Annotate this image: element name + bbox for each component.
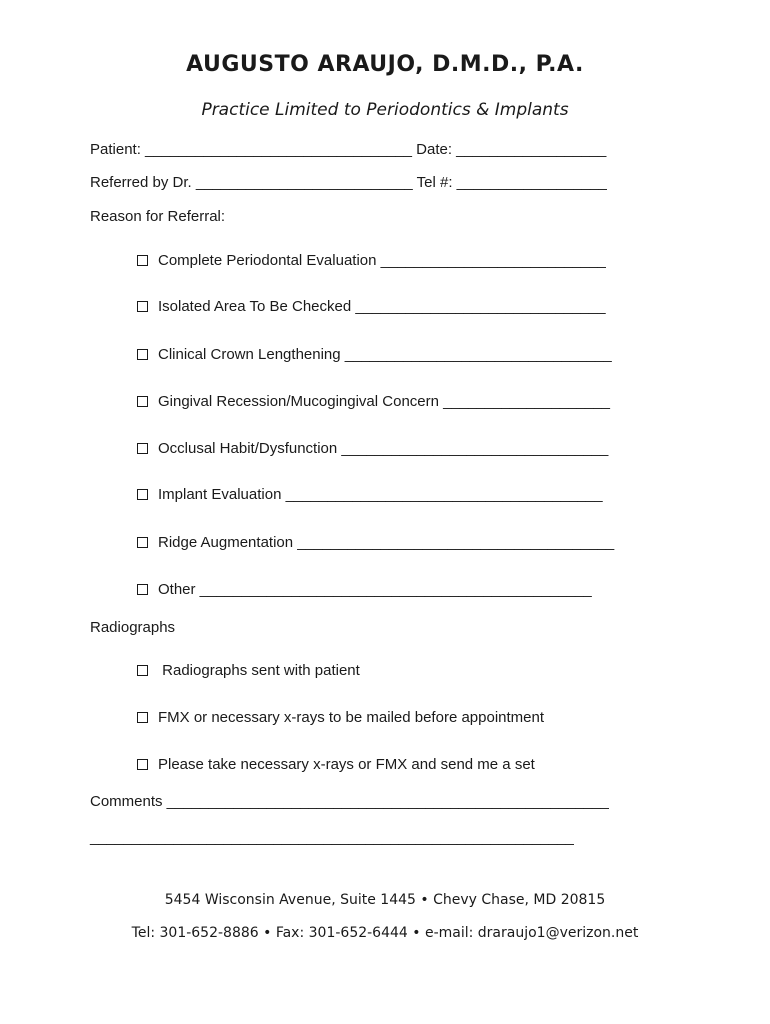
referral-item[interactable] [137, 486, 603, 503]
radiograph-item[interactable] [137, 709, 544, 726]
comments-field-continued[interactable]: __________________________________________________________ [90, 829, 574, 846]
checkbox[interactable] [137, 349, 148, 360]
checkbox[interactable] [137, 584, 148, 595]
radiograph-item-label: Radiographs sent with patient [158, 662, 360, 679]
page-title: AUGUSTO ARAUJO, D.M.D., P.A. [186, 52, 584, 77]
reason-label: Reason for Referral: [90, 208, 226, 225]
referral-item[interactable] [137, 440, 608, 457]
checkbox[interactable] [137, 255, 148, 266]
page-subtitle: Practice Limited to Periodontics & Implants [201, 100, 569, 120]
referral-item-label: Gingival Recession/Mucogingival Concern ____________________ [158, 393, 610, 410]
checkbox[interactable] [137, 537, 148, 548]
checkbox[interactable] [137, 712, 148, 723]
referral-item-label: Ridge Augmentation ______________________________________ [158, 534, 615, 551]
radiograph-item[interactable] [137, 662, 360, 679]
referred-tel-field[interactable]: Referred by Dr. __________________________ Tel #: __________________ [90, 174, 607, 191]
patient-date-field[interactable]: Patient: ________________________________ Date: __________________ [90, 141, 607, 158]
referral-item[interactable] [137, 581, 592, 598]
checkbox[interactable] [137, 396, 148, 407]
radiographs-label: Radiographs [90, 619, 176, 636]
referral-item[interactable] [137, 534, 614, 551]
referral-item-label: Other _______________________________________________ [158, 581, 592, 598]
checkbox[interactable] [137, 665, 148, 676]
footer-address: 5454 Wisconsin Avenue, Suite 1445 • Chevy Chase, MD 20815 [164, 892, 606, 908]
referral-item-label: Clinical Crown Lengthening ________________________________ [158, 346, 612, 363]
checkbox[interactable] [137, 489, 148, 500]
checkbox[interactable] [137, 443, 148, 454]
referral-item[interactable] [137, 393, 610, 410]
referral-item[interactable] [137, 252, 606, 269]
referral-item-label: Complete Periodontal Evaluation ___________________________ [158, 252, 606, 269]
referral-item[interactable] [137, 298, 606, 315]
referral-item[interactable] [137, 346, 612, 363]
footer-contact: Tel: 301-652-8886 • Fax: 301-652-6444 • e-mail: draraujo1@verizon.net [131, 925, 639, 941]
referral-item-label: Implant Evaluation ______________________________________ [158, 486, 603, 503]
radiograph-item-label: Please take necessary x-rays or FMX and send me a set [158, 756, 535, 773]
checkbox[interactable] [137, 301, 148, 312]
referral-item-label: Isolated Area To Be Checked ______________________________ [158, 298, 606, 315]
checkbox[interactable] [137, 759, 148, 770]
radiograph-item-label: FMX or necessary x-rays to be mailed before appointment [158, 709, 545, 726]
radiograph-item[interactable] [137, 756, 535, 773]
comments-field[interactable]: Comments _____________________________________________________ [90, 793, 609, 810]
referral-item-label: Occlusal Habit/Dysfunction ________________________________ [158, 440, 609, 457]
